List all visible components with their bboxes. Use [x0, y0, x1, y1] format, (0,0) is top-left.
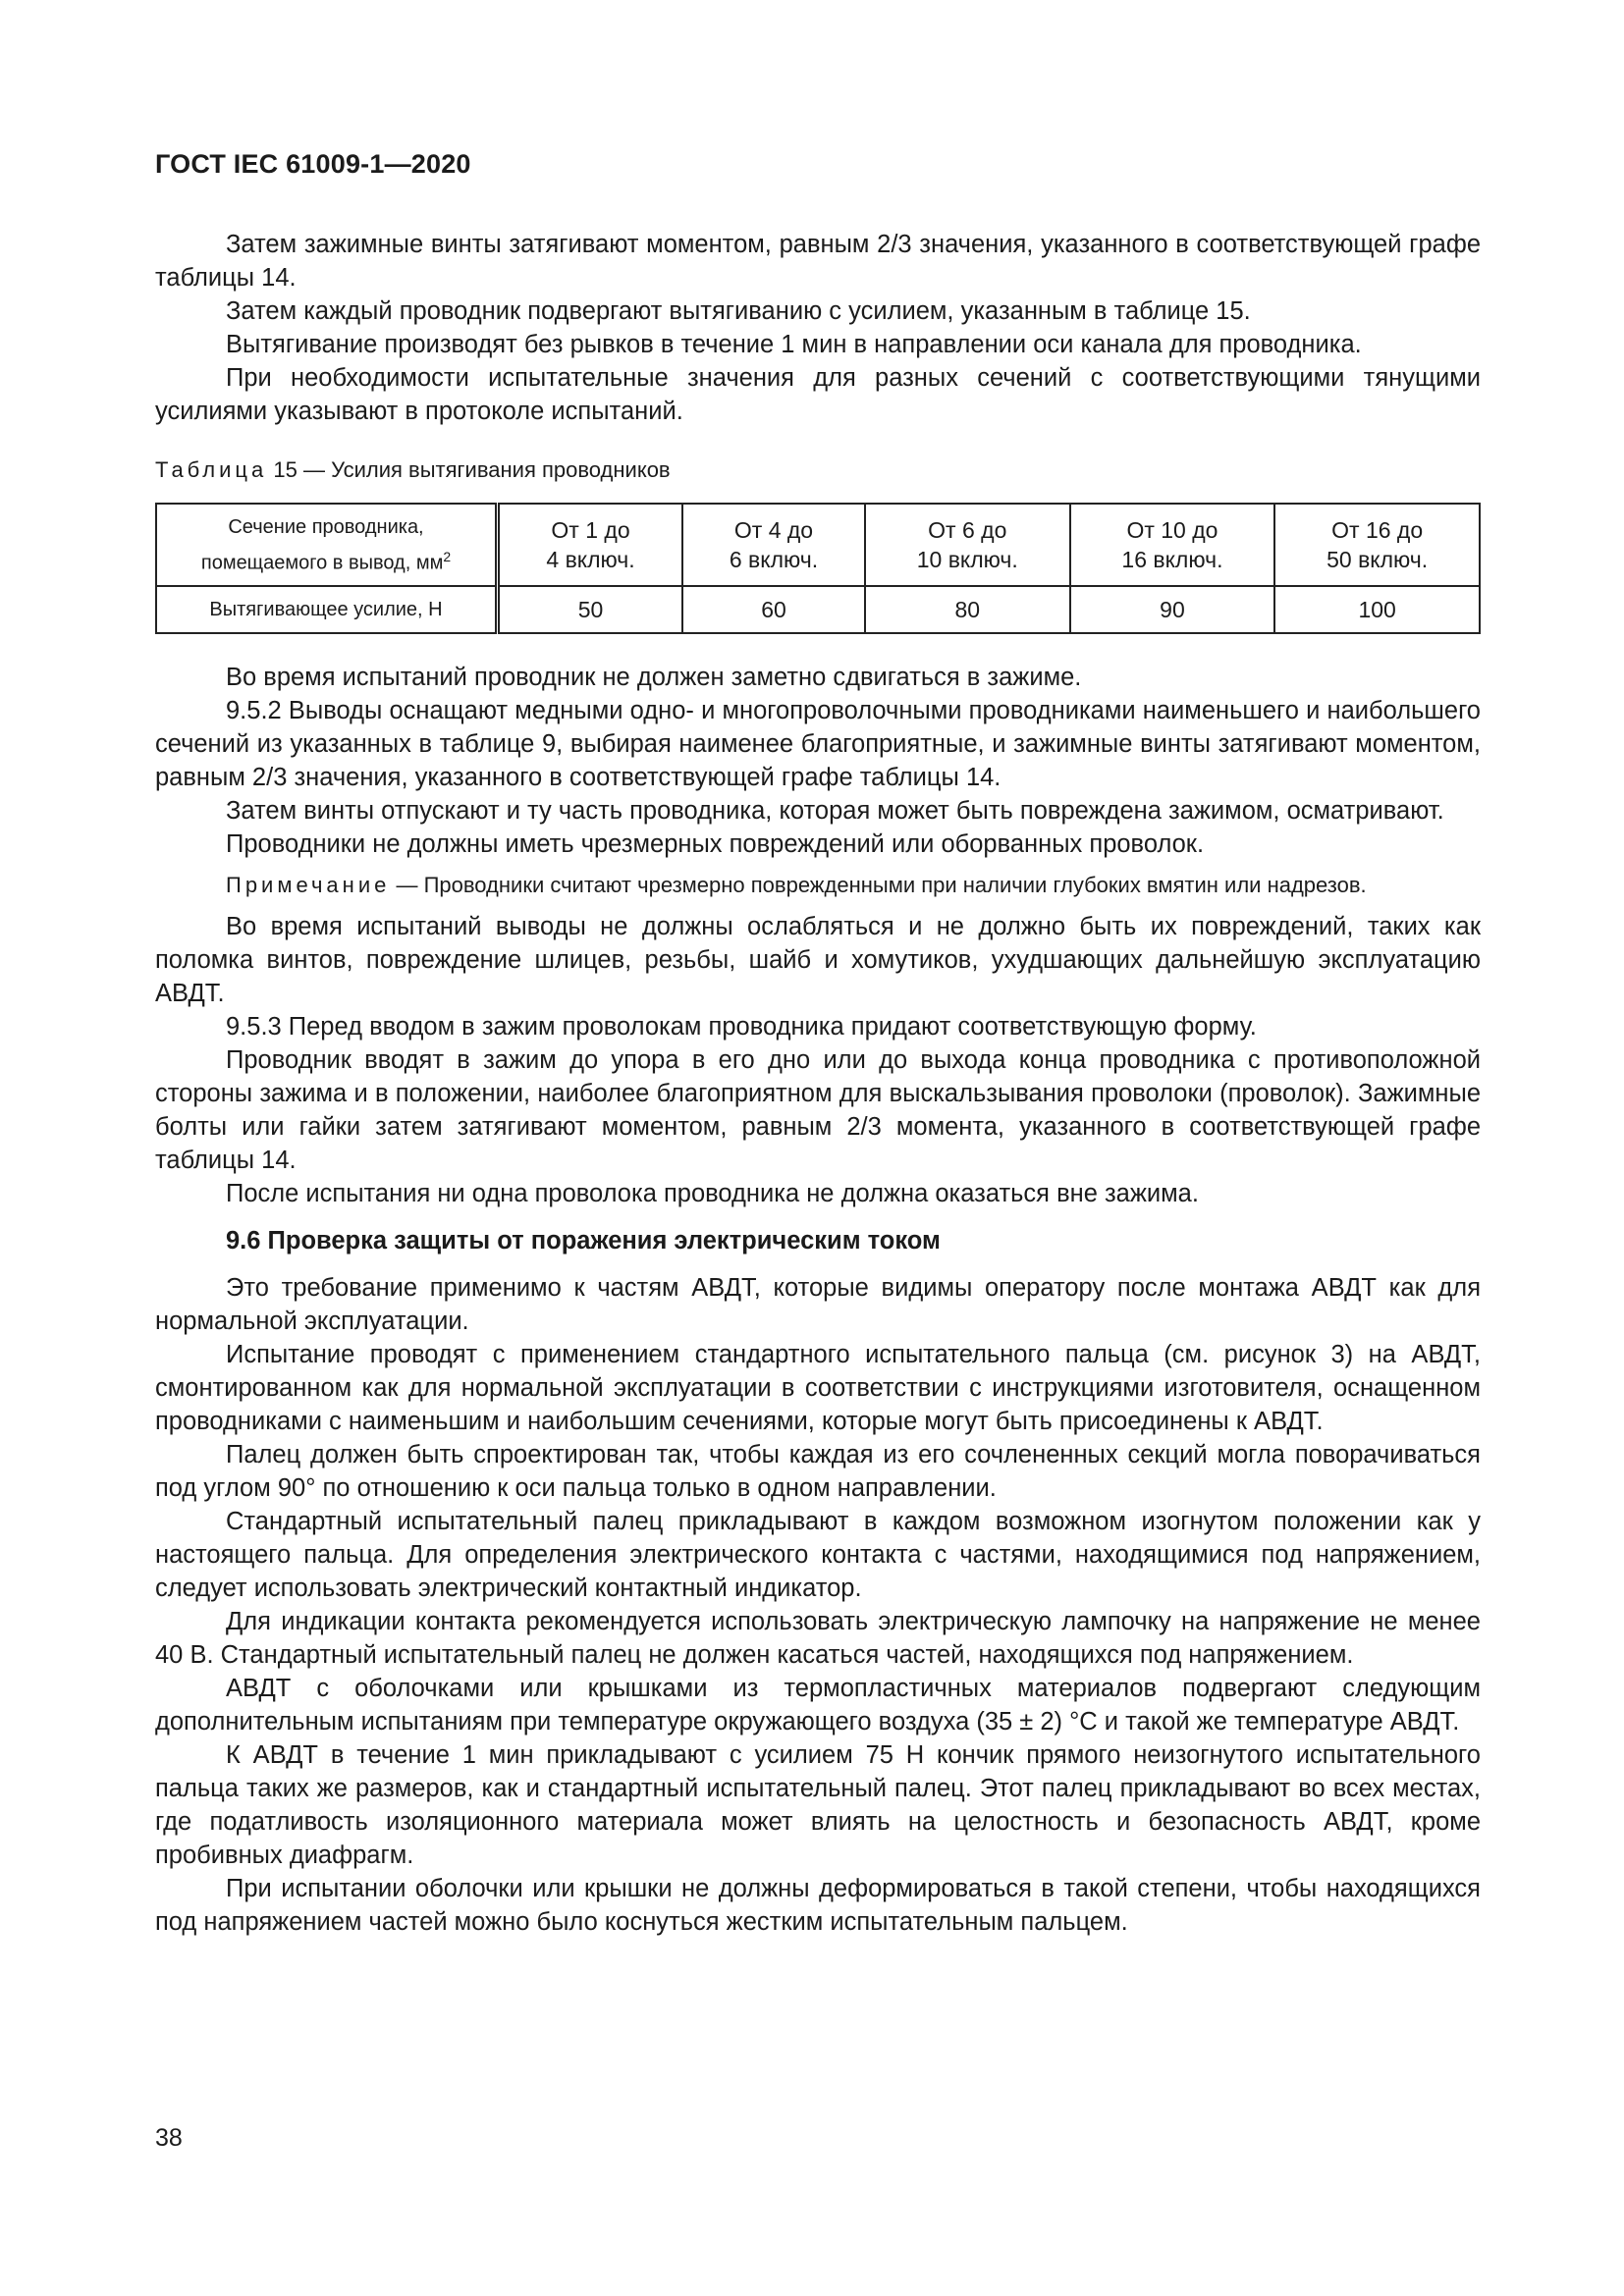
paragraph: После испытания ни одна проволока проводника не должна оказаться вне зажима.: [226, 1180, 1199, 1207]
table-cell: От 1 до 4 включ.: [498, 504, 683, 586]
page-number: 38: [155, 2124, 183, 2152]
paragraph: Испытание проводят с применением стандартного испытательного пальца (см. рисунок 3) на АВДТ, смонтированном как для нормальной эксплуатации в соответствии с инструкциями изготовителя, оснащенном проводниками с наименьшим и наибольшим сечениями, которые могут быть присоединены к АВДТ.: [155, 1341, 1481, 1435]
table-caption-text: 15 — Усилия вытягивания проводников: [273, 457, 671, 482]
paragraph-block-intro: [155, 228, 1481, 428]
table-pull-forces: [155, 503, 1481, 634]
note-text: — Проводники считают чрезмерно поврежденными при наличии глубоких вмятин или надрезов.: [390, 873, 1367, 897]
note: [155, 871, 1481, 900]
table-cell: От 10 до 16 включ.: [1070, 504, 1275, 586]
paragraph: Для индикации контакта рекомендуется использовать электрическую лампочку на напряжение не менее 40 В. Стандартный испытательный палец не должен касаться частей, находящихся под напряжением.: [155, 1608, 1481, 1669]
paragraph: Стандартный испытательный палец прикладывают в каждом возможном изогнутом положении как у настоящего пальца. Для определения электрического контакта с частями, находящимися под напряжением, следует использовать электрический контактный индикатор.: [155, 1508, 1481, 1602]
paragraph: Во время испытаний выводы не должны ослабляться и не должно быть их повреждений, таких как поломка винтов, повреждение шлицев, резьбы, шайб и хомутиков, ухудшающих дальнейшую эксплуатацию АВДТ.: [155, 913, 1481, 1007]
paragraph: АВДТ с оболочками или крышками из термопластичных материалов подвергают следующим дополнительным испытаниям при температуре окружающего воздуха (35 ± 2) °С и такой же температуре АВДТ.: [155, 1675, 1481, 1735]
paragraph: Во время испытаний проводник не должен заметно сдвигаться в зажиме.: [226, 664, 1082, 691]
paragraph: Затем зажимные винты затягивают моментом, равным 2/3 значения, указанного в соответствующей графе таблицы 14.: [155, 231, 1481, 292]
paragraph: К АВДТ в течение 1 мин прикладывают с усилием 75 Н кончик прямого неизогнутого испытательного пальца таких же размеров, как и стандартный испытательный палец. Этот палец прикладывают во всех местах, где податливость изоляционного материала может влиять на целостность и безопасность АВДТ, кроме пробивных диафрагм.: [155, 1741, 1481, 1869]
table-header-cell: Вытягивающее усилие, Н: [156, 586, 498, 633]
table-caption-prefix: Таблица: [155, 457, 268, 482]
table-cell: 100: [1274, 586, 1480, 633]
table-cell: 50: [498, 586, 683, 633]
document-header: ГОСТ IEC 61009-1—2020: [155, 149, 471, 179]
table-cell: 80: [865, 586, 1070, 633]
paragraph: Вытягивание производят без рывков в течение 1 мин в направлении оси канала для проводника.: [226, 331, 1362, 358]
paragraph: Это требование применимо к частям АВДТ, которые видимы оператору после монтажа АВДТ как для нормальной эксплуатации.: [155, 1274, 1481, 1335]
table-cell: 60: [682, 586, 865, 633]
table-row: [156, 586, 1480, 633]
paragraph: Затем каждый проводник подвергают вытягиванию с усилием, указанным в таблице 15.: [226, 297, 1251, 325]
paragraph: Проводники не должны иметь чрезмерных повреждений или оборванных проволок.: [226, 830, 1205, 858]
paragraph: При испытании оболочки или крышки не должны деформироваться в такой степени, чтобы находящихся под напряжением частей можно было коснуться жестким испытательным пальцем.: [155, 1875, 1481, 1936]
table-header-cell: Сечение проводника, помещаемого в вывод, $мм^2$: [156, 504, 498, 586]
note-label: Примечание: [226, 873, 391, 897]
paragraph: Палец должен быть спроектирован так, чтобы каждая из его сочлененных секций могла поворачиваться под углом 90° по отношению к оси пальца только в одном направлении.: [155, 1441, 1481, 1502]
paragraph: Проводник вводят в зажим до упора в его дно или до выхода конца проводника с противоположной стороны зажима и в положении, наиболее благоприятном для выскальзывания проволоки (проволок). Зажимные болты или гайки затем затягивают моментом, равным 2/3 момента, указанного в соответствующей графе таблицы 14.: [155, 1046, 1481, 1174]
table-row: [156, 504, 1480, 586]
table-cell: От 16 до 50 включ.: [1274, 504, 1480, 586]
table-caption: [155, 457, 671, 483]
paragraph: 9.5.3 Перед вводом в зажим проволокам проводника придают соответствующую форму.: [226, 1013, 1257, 1041]
section-heading: 9.6 Проверка защиты от поражения электрическим током: [226, 1227, 941, 1255]
paragraph: При необходимости испытательные значения для разных сечений с соответствующими тянущими усилиями указывают в протоколе испытаний.: [155, 364, 1481, 425]
paragraph-block-952: [155, 661, 1481, 1939]
table-cell: От 4 до 6 включ.: [682, 504, 865, 586]
paragraph: 9.5.2 Выводы оснащают медными одно- и многопроволочными проводниками наименьшего и наибольшего сечений из указанных в таблице 9, выбирая наименее благоприятные, и зажимные винты затягивают моментом, равным 2/3 значения, указанного в соответствующей графе таблицы 14.: [155, 697, 1481, 791]
paragraph: Затем винты отпускают и ту часть проводника, которая может быть повреждена зажимом, осматривают.: [226, 797, 1444, 825]
table-cell: 90: [1070, 586, 1275, 633]
table-cell: От 6 до 10 включ.: [865, 504, 1070, 586]
